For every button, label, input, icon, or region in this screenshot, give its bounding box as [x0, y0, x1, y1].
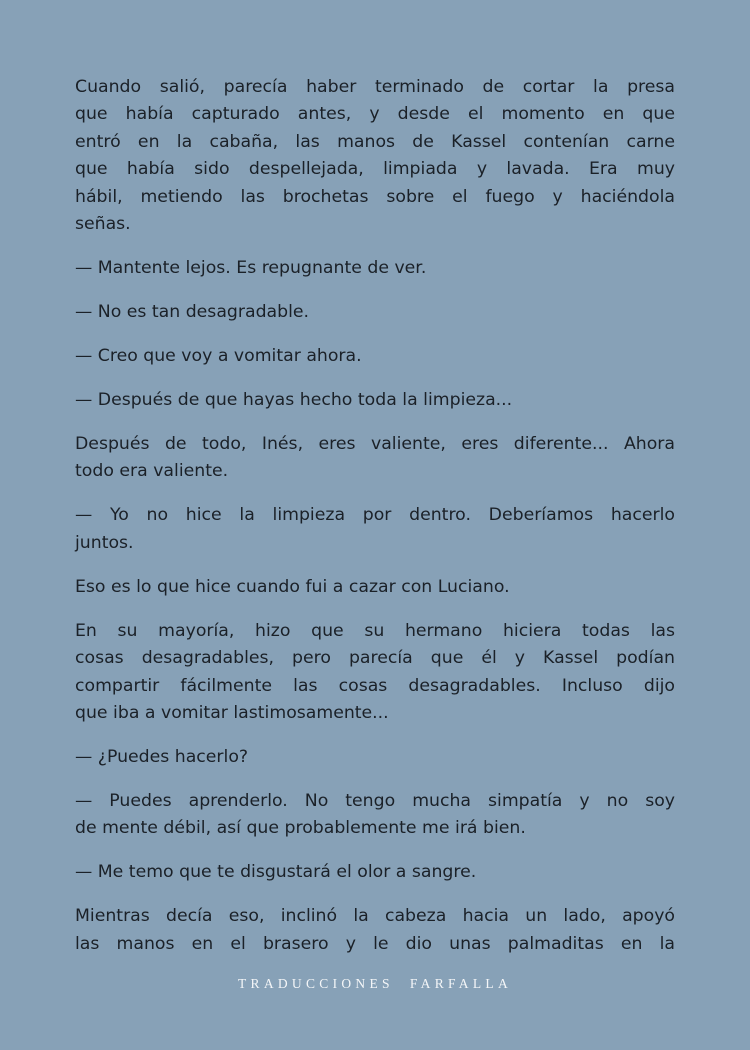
- page-body: [75, 74, 675, 975]
- text-line: Después de todo, Inés, eres valiente, eres diferente... Ahora: [75, 434, 675, 455]
- text-line: juntos.: [75, 532, 134, 553]
- dialogue-line: [75, 859, 675, 886]
- text-line: de mente débil, así que probablemente me irá bien.: [75, 818, 526, 839]
- text-line: — Mantente lejos. Es repugnante de ver.: [75, 258, 427, 279]
- text-line: señas.: [75, 214, 131, 235]
- text-line: — No es tan desagradable.: [75, 302, 310, 323]
- paragraph: [75, 903, 675, 958]
- text-line: — ¿Puedes hacerlo?: [75, 747, 249, 768]
- dialogue-line: [75, 343, 675, 370]
- text-line: — Creo que voy a vomitar ahora.: [75, 346, 362, 367]
- dialogue-line: [75, 502, 675, 557]
- text-line: Mientras decía eso, inclinó la cabeza hacia un lado, apoyó: [75, 906, 675, 927]
- text-line: las manos en el brasero y le dio unas palmaditas en la: [75, 933, 675, 954]
- footer-word: FARFALLA: [409, 976, 513, 991]
- text-line: En su mayoría, hizo que su hermano hiciera todas las: [75, 620, 675, 641]
- text-line: Eso es lo que hice cuando fui a cazar con Luciano.: [75, 576, 510, 597]
- text-line: que iba a vomitar lastimosamente...: [75, 703, 389, 724]
- text-line: — Me temo que te disgustará el olor a sangre.: [75, 862, 477, 883]
- text-line: — Después de que hayas hecho toda la limpieza...: [75, 390, 513, 411]
- text-line: hábil, metiendo las brochetas sobre el fuego y haciéndola: [75, 186, 675, 207]
- paragraph: [75, 574, 675, 601]
- paragraph: [75, 74, 675, 238]
- text-line: que había sido despellejada, limpiada y lavada. Era muy: [75, 159, 675, 180]
- text-line: entró en la cabaña, las manos de Kassel contenían carne: [75, 131, 675, 152]
- paragraph: [75, 431, 675, 486]
- text-line: todo era valiente.: [75, 461, 229, 482]
- dialogue-line: [75, 788, 675, 843]
- page-footer: [0, 976, 750, 992]
- text-line: Cuando salió, parecía haber terminado de cortar la presa: [75, 77, 675, 97]
- footer-word: TRADUCCIONES: [237, 976, 394, 991]
- text-line: — Puedes aprenderlo. No tengo mucha simpatía y no soy: [75, 791, 675, 812]
- dialogue-line: [75, 299, 675, 326]
- text-line: cosas desagradables, pero parecía que él y Kassel podían: [75, 648, 675, 669]
- text-line: que había capturado antes, y desde el momento en que: [75, 104, 675, 125]
- paragraph: [75, 618, 675, 728]
- dialogue-line: [75, 255, 675, 282]
- text-line: — Yo no hice la limpieza por dentro. Deberíamos hacerlo: [75, 505, 675, 526]
- dialogue-line: [75, 387, 675, 414]
- dialogue-line: [75, 744, 675, 771]
- text-line: compartir fácilmente las cosas desagradables. Incluso dijo: [75, 675, 675, 696]
